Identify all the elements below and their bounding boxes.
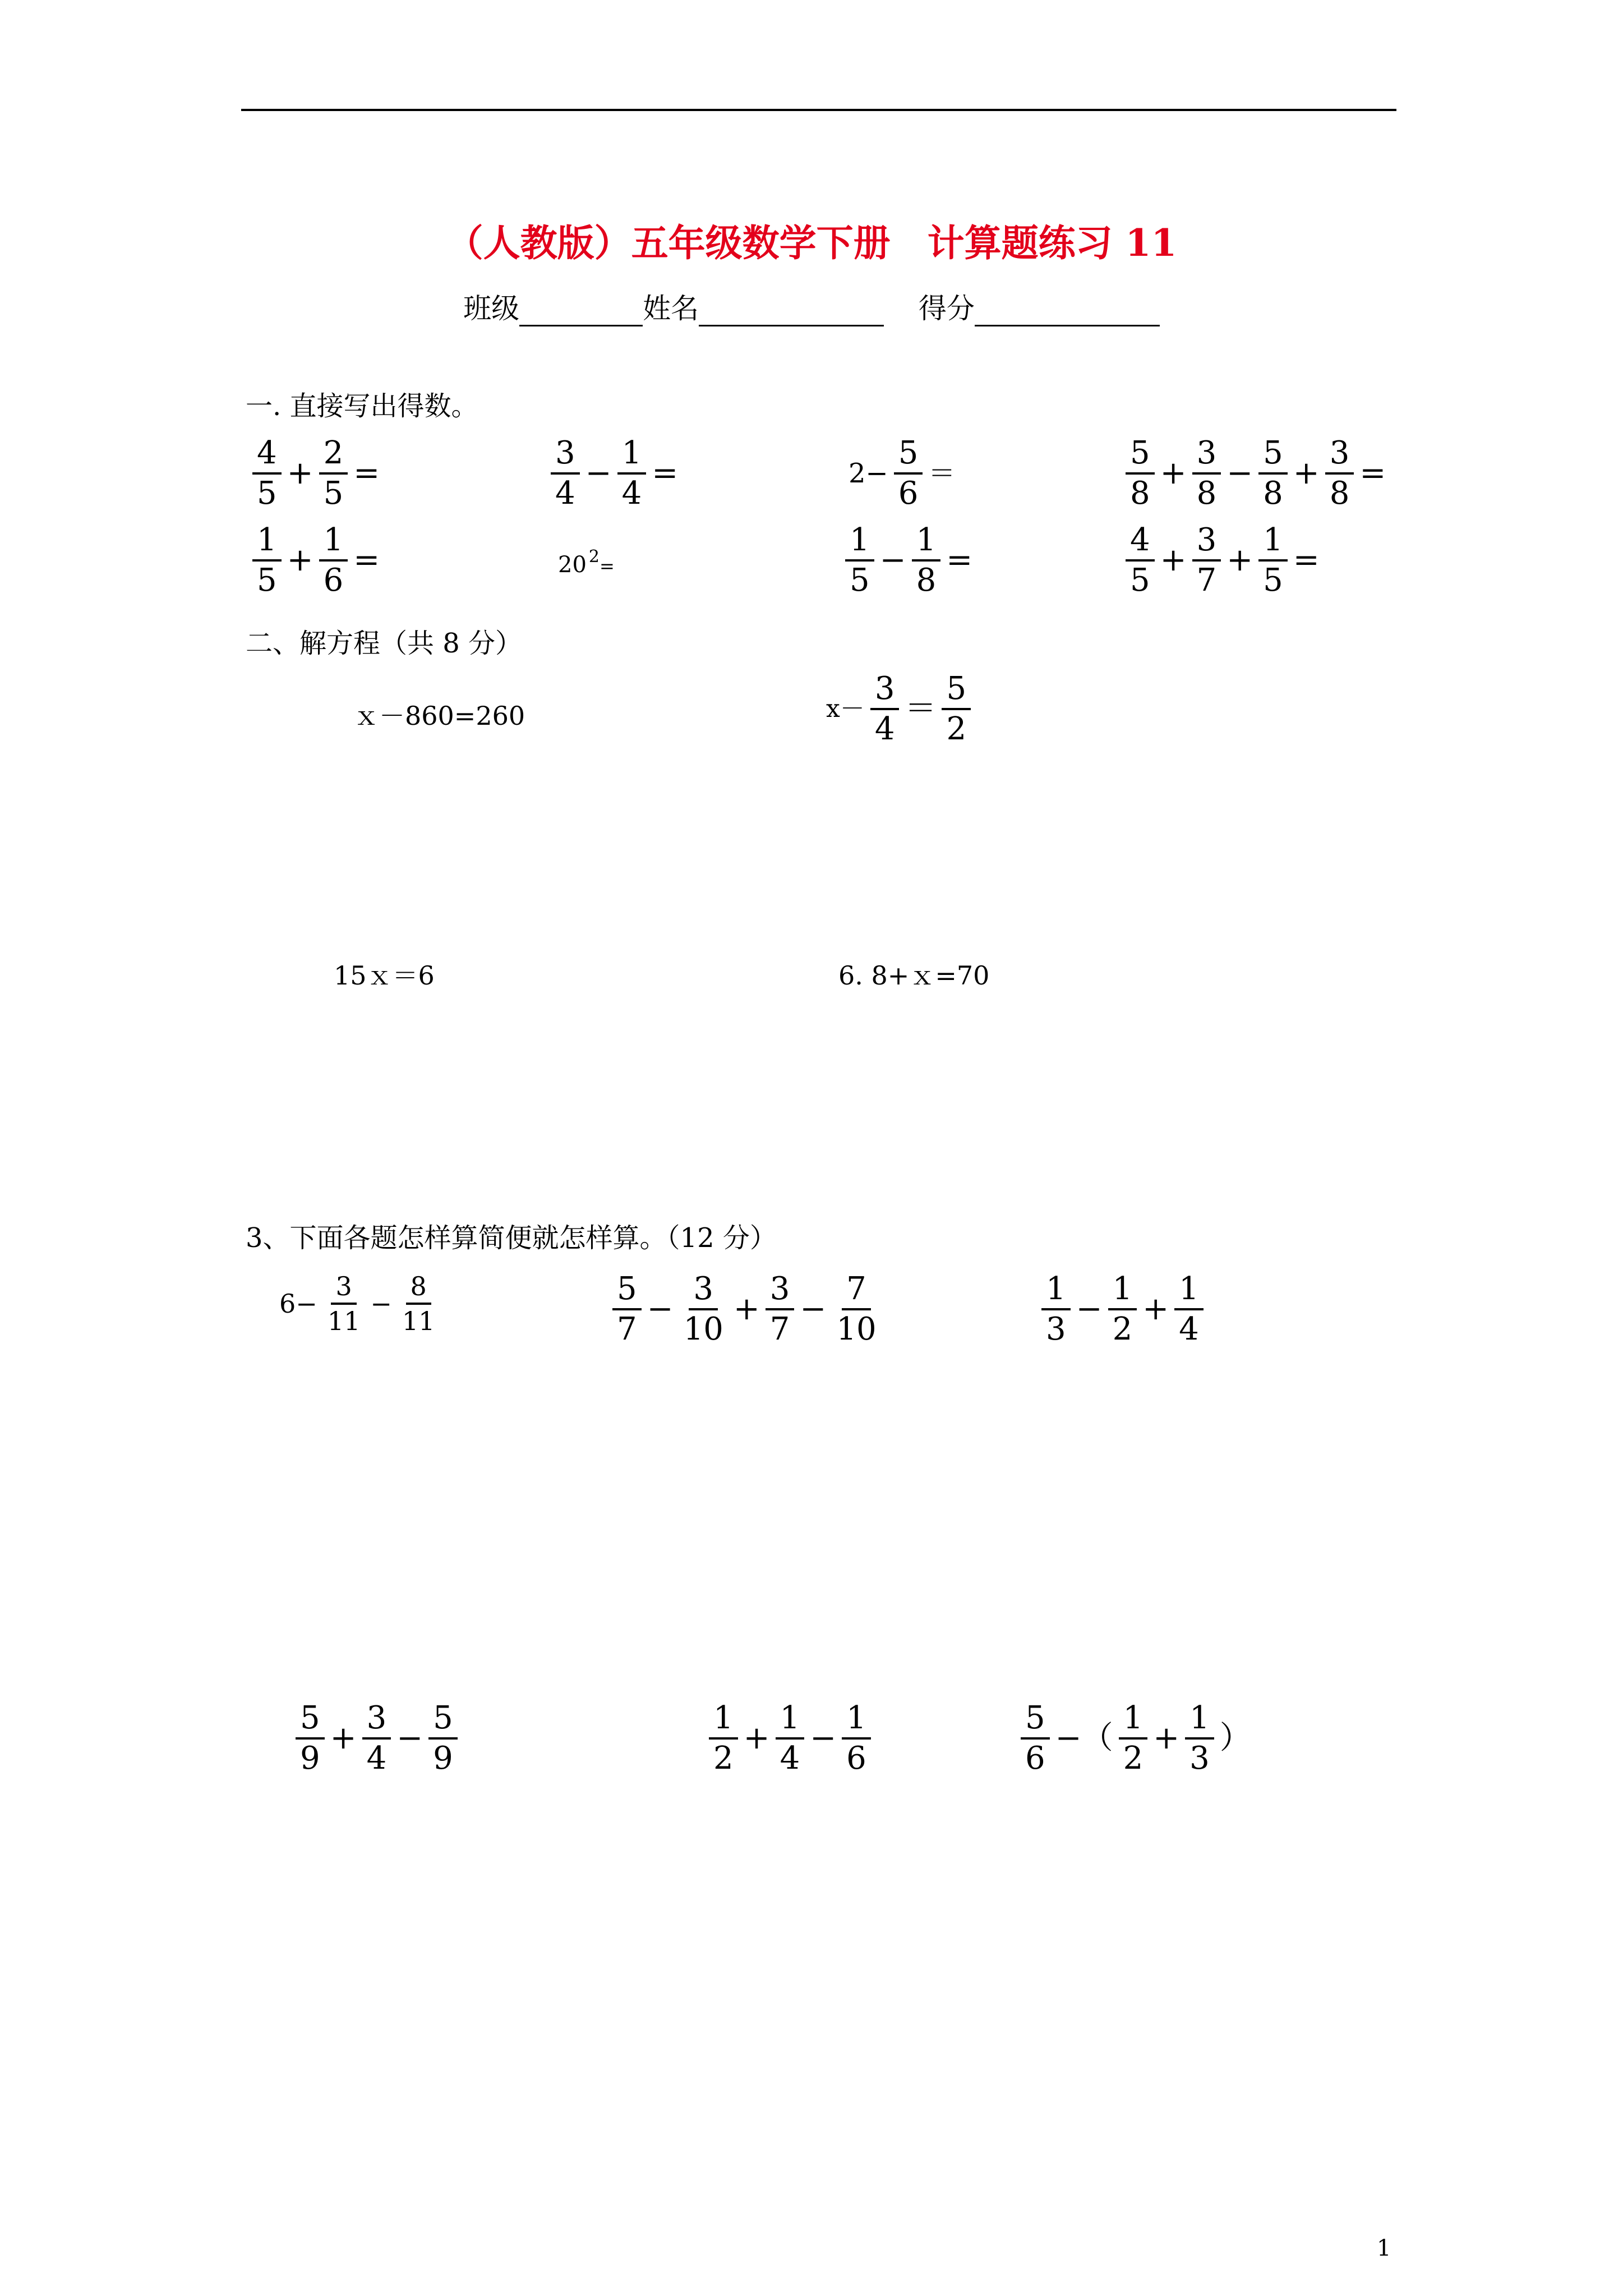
fraction: $\frac{5}{2}$ [942, 673, 971, 745]
fraction: $\frac{5}{8}$ [1126, 438, 1155, 509]
section2-heading: 二、解方程（共 8 分） [246, 628, 523, 659]
fraction: $\frac{1}{5}$ [252, 524, 282, 596]
s3-item-4: $\frac{5}{9}$ + $\frac{3}{4}$ − $\frac{5}{9}$ [294, 1703, 459, 1774]
fraction: $\frac{3}{7}$ [1192, 524, 1221, 596]
s3-item-6: $\frac{5}{6}$ −（ $\frac{1}{2}$ + $\frac{1}{3}$ ） [1020, 1703, 1256, 1774]
student-info-line [0, 286, 1623, 326]
worksheet-title: （人教版）五年级数学下册 计算题练习 11 [446, 221, 1177, 265]
fraction: $\frac{1}{2}$ [1108, 1273, 1137, 1345]
equation-2: x－ $\frac{3}{4}$ ＝ $\frac{5}{2}$ [822, 673, 972, 745]
fraction: $\frac{1}{5}$ [1258, 524, 1288, 596]
score-label: 得分 [918, 292, 975, 325]
s1-item-1: $\frac{4}{5}$ + $\frac{2}{5}$ = [251, 438, 384, 509]
fraction: $\frac{1}{2}$ [709, 1703, 738, 1774]
equation-4: 6. 8+ｘ=70 [838, 960, 990, 991]
fraction: $\frac{2}{5}$ [319, 438, 348, 509]
fraction: $\frac{5}{8}$ [1258, 438, 1288, 509]
fraction: $\frac{5}{9}$ [428, 1703, 458, 1774]
fraction: $\frac{3}{4}$ [551, 438, 580, 509]
equation-1: ｘ－860=260 [353, 701, 525, 731]
section1-heading: 一. 直接写出得数。 [246, 390, 478, 422]
section3-heading: 3、下面各题怎样算简便就怎样算。（12 分） [246, 1222, 777, 1254]
score-field[interactable] [975, 296, 1160, 326]
fraction: $\frac{1}{4}$ [617, 438, 647, 509]
fraction: $\frac{1}{5}$ [845, 524, 874, 596]
fraction: $\frac{4}{5}$ [1126, 524, 1155, 596]
class-field[interactable] [519, 296, 643, 326]
s1-item-5: $\frac{1}{5}$ + $\frac{1}{6}$ = [251, 524, 384, 596]
s1-item-4: $\frac{5}{8}$ + $\frac{3}{8}$ − $\frac{5}{8}$ + $\frac{3}{8}$ = [1124, 438, 1390, 509]
name-field[interactable] [699, 296, 884, 326]
equation-3: 15ｘ＝6 [334, 960, 435, 991]
fraction: $\frac{1}{4}$ [1174, 1273, 1204, 1345]
fraction: $\frac{3}{7}$ [766, 1273, 795, 1345]
fraction: $\frac{8}{11}$ [402, 1271, 435, 1336]
s1-item-7: $\frac{1}{5}$ − $\frac{1}{8}$ = [844, 524, 977, 596]
fraction: $\frac{1}{8}$ [912, 524, 941, 596]
s1-item-6: 20 $^2$= [558, 547, 615, 578]
fraction: $\frac{5}{9}$ [296, 1703, 325, 1774]
fraction: $\frac{1}{4}$ [776, 1703, 805, 1774]
fraction: $\frac{4}{5}$ [252, 438, 282, 509]
name-label: 姓名 [643, 292, 699, 325]
s3-item-2: $\frac{5}{7}$ − $\frac{3}{10}$ + $\frac{3}{7}$ − $\frac{7}{10}$ [611, 1273, 882, 1345]
fraction: $\frac{5}{6}$ [1021, 1703, 1050, 1774]
fraction: $\frac{3}{4}$ [870, 673, 900, 745]
fraction: $\frac{7}{10}$ [836, 1271, 877, 1347]
fraction: $\frac{1}{3}$ [1041, 1273, 1071, 1345]
fraction: $\frac{5}{7}$ [612, 1273, 642, 1345]
s1-item-8: $\frac{4}{5}$ + $\frac{3}{7}$ + $\frac{1}{5}$ = [1124, 524, 1324, 596]
fraction: $\frac{3}{10}$ [683, 1271, 723, 1347]
s3-item-1: 6− $\frac{3}{11}$ − $\frac{8}{11}$ [275, 1273, 440, 1334]
fraction: $\frac{3}{8}$ [1192, 438, 1221, 509]
fraction: $\frac{1}{6}$ [842, 1703, 871, 1774]
s3-item-3: $\frac{1}{3}$ − $\frac{1}{2}$ + $\frac{1}{4}$ [1040, 1273, 1205, 1345]
fraction: $\frac{3}{8}$ [1325, 438, 1354, 509]
fraction: $\frac{3}{4}$ [362, 1703, 391, 1774]
s3-item-5: $\frac{1}{2}$ + $\frac{1}{4}$ − $\frac{1}{6}$ [708, 1703, 872, 1774]
fraction: $\frac{1}{6}$ [319, 524, 348, 596]
fraction: $\frac{5}{6}$ [894, 438, 923, 509]
s1-item-2: $\frac{3}{4}$ − $\frac{1}{4}$ = [550, 438, 683, 509]
class-label: 班级 [463, 292, 520, 325]
fraction: $\frac{1}{3}$ [1185, 1703, 1214, 1774]
page-number: 1 [1377, 2235, 1391, 2261]
fraction: $\frac{1}{2}$ [1119, 1703, 1148, 1774]
header-rule [241, 109, 1396, 111]
s1-item-3: 2− $\frac{5}{6}$ ＝ [849, 435, 956, 512]
fraction: $\frac{3}{11}$ [327, 1271, 361, 1336]
